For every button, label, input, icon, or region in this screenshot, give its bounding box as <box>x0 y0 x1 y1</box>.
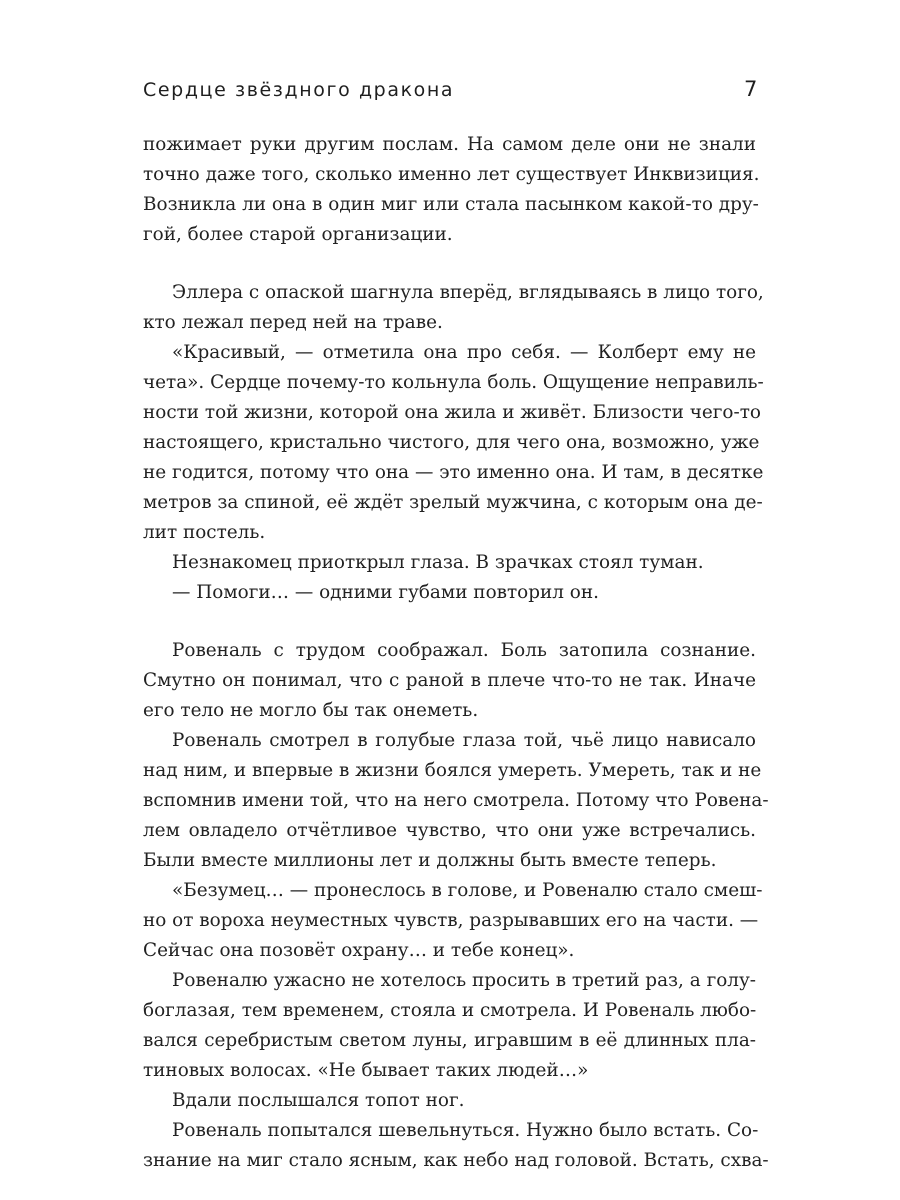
text-line: лем овладело отчётливое чувство, что они уже встречались. <box>143 820 756 841</box>
text-line: Были вместе миллионы лет и должны быть вместе теперь. <box>143 850 717 871</box>
text-line: Сейчас она позовёт охрану… и тебе конец». <box>143 940 575 961</box>
text-line: кто лежал перед ней на траве. <box>143 312 443 333</box>
text-line: Ровеналь попытался шевельнуться. Нужно было встать. Со- <box>172 1120 759 1141</box>
text-line: Смутно он понимал, что с раной в плече что-то не так. Иначе <box>143 670 756 691</box>
page-number: 7 <box>744 77 758 101</box>
text-line: вспомнив имени той, что на него смотрела. Потому что Ровена- <box>143 790 769 811</box>
text-line: «Красивый, — отметила она про себя. — Колберт ему не <box>172 342 756 363</box>
text-line: над ним, и впервые в жизни боялся умереть. Умереть, так и не <box>143 760 762 781</box>
text-line: Возникла ли она в один миг или стала пасынком какой-то дру- <box>143 194 759 215</box>
text-line: настоящего, кристально чистого, для чего она, возможно, уже <box>143 432 760 453</box>
text-line: метров за спиной, её ждёт зрелый мужчина, с которым она де- <box>143 492 763 513</box>
text-line: чета». Сердце почему-то кольнула боль. Ощущение неправиль- <box>143 372 764 393</box>
text-line: его тело не могло бы так онеметь. <box>143 700 479 721</box>
text-line: но от вороха неуместных чувств, разрывавших его на части. — <box>143 910 759 931</box>
text-line: Вдали послышался топот ног. <box>172 1090 465 1111</box>
text-line: гой, более старой организации. <box>143 224 453 245</box>
text-line: боглазая, тем временем, стояла и смотрела. И Ровеналь любо- <box>143 1000 757 1021</box>
text-line: Ровеналю ужасно не хотелось просить в третий раз, а голу- <box>172 970 756 991</box>
text-line: лит постель. <box>143 522 266 543</box>
text-line: знание на миг стало ясным, как небо над головой. Встать, схва- <box>143 1150 769 1171</box>
text-line: точно даже того, сколько именно лет существует Инквизиция. <box>143 164 760 185</box>
text-line: Незнакомец приоткрыл глаза. В зрачках стоял туман. <box>172 552 704 573</box>
text-line: вался серебристым светом луны, игравшим в её длинных пла- <box>143 1030 756 1051</box>
text-line: Эллера с опаской шагнула вперёд, вглядываясь в лицо того, <box>172 282 764 303</box>
text-line: тиновых волосах. «Не бывает таких людей…» <box>143 1060 589 1081</box>
text-line: пожимает руки другим послам. На самом деле они не знали <box>143 134 756 155</box>
text-line: Ровеналь с трудом соображал. Боль затопила сознание. <box>172 640 756 661</box>
text-line: не годится, потому что она — это именно она. И там, в десятке <box>143 462 764 483</box>
text-line: — Помоги… — одними губами повторил он. <box>172 582 599 603</box>
text-line: «Безумец… — пронеслось в голове, и Ровеналю стало смеш- <box>172 880 763 901</box>
text-line: ности той жизни, которой она жила и живёт. Близости чего-то <box>143 402 761 423</box>
running-title: Сердце звёздного дракона <box>143 79 455 101</box>
text-line: Ровеналь смотрел в голубые глаза той, чьё лицо нависало <box>172 730 756 751</box>
